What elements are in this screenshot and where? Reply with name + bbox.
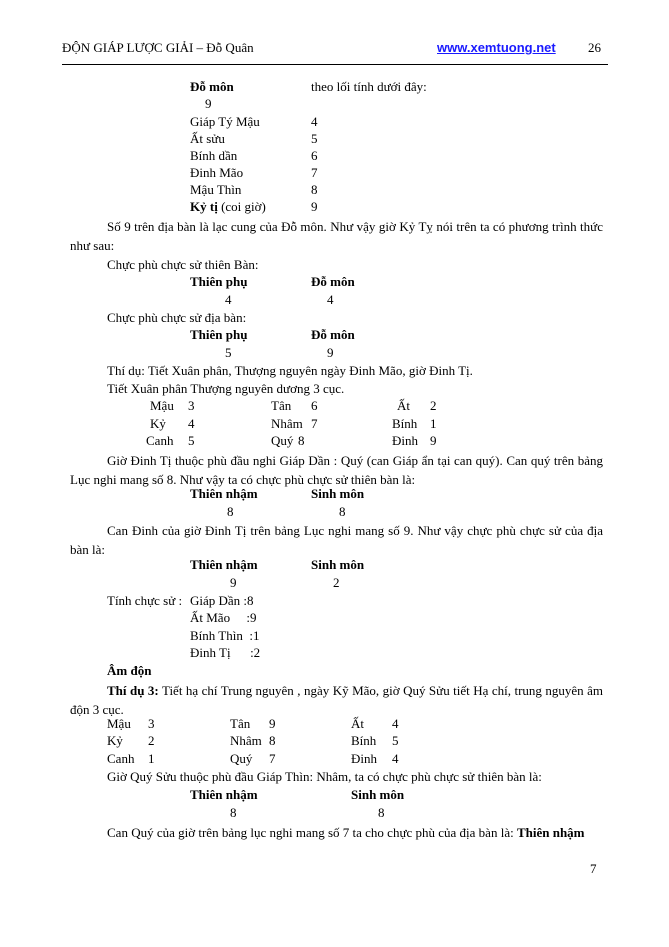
grid-cell: Quý — [271, 433, 294, 448]
header-rule — [62, 64, 608, 65]
list-item-num: 4 — [311, 114, 318, 129]
value: 9 — [230, 575, 237, 590]
grid-cell: Bính — [392, 416, 418, 431]
column-header: Thiên nhậm — [190, 486, 258, 501]
value: 4 — [225, 292, 232, 307]
list-item: Bính Thìn :1 — [190, 628, 260, 643]
grid-cell: Kỷ — [107, 733, 123, 748]
value: 4 — [327, 292, 334, 307]
paragraph: Số 9 trên địa bàn là lạc cung của Đỗ môn. Như vậy giờ Kỷ Tỵ nói trên ta có phương trình thức như sau: — [70, 219, 603, 253]
value: 8 — [227, 504, 234, 519]
grid-cell: 6 — [311, 398, 318, 413]
value: 5 — [225, 345, 232, 360]
section-label: Chực phù chực sử thiên Bàn: — [107, 257, 259, 272]
list-item-label: Giáp Tý Mậu — [190, 114, 260, 129]
value: 8 — [230, 805, 237, 820]
column-header: Sinh môn — [311, 557, 365, 572]
list-item-num: 5 — [311, 131, 318, 146]
grid-cell: Đinh — [351, 751, 377, 766]
value: 8 — [378, 805, 385, 820]
paragraph: Can Quý của giờ trên bảng lục nghi mang số 7 ta cho chực phù của địa bàn là: Thiên nhậm — [107, 825, 585, 840]
section-label: Chực phù chực sử địa bàn: — [107, 310, 247, 325]
paragraph-line: Giờ Quý Sửu thuộc phù đầu Giáp Thìn: Nhâm, ta có chực phù chực sử thiên bàn là: — [107, 769, 542, 784]
grid-cell: Tân — [230, 716, 251, 731]
list-item: Đinh Tị :2 — [190, 645, 261, 660]
website-link[interactable]: www.xemtuong.net — [437, 40, 556, 55]
paragraph: Can Đinh của giờ Đinh Tị trên bảng Lục nghi mang số 9. Như vậy chực phù chực sử của địa bàn là: — [70, 523, 603, 557]
column-header: Đỗ môn — [311, 327, 355, 342]
grid-cell: 4 — [188, 416, 195, 431]
example-line: Thí dụ: Tiết Xuân phân, Thượng nguyên ngày Đinh Mão, giờ Đinh Tị. — [107, 363, 473, 378]
grid-cell: 2 — [148, 733, 155, 748]
list-item-label: Bính dần — [190, 148, 238, 163]
grid-cell: 9 — [430, 433, 437, 448]
grid-cell: Tân — [271, 398, 292, 413]
list-item-num: 6 — [311, 148, 318, 163]
grid-cell: 8 — [298, 433, 305, 448]
grid-cell: Canh — [107, 751, 135, 766]
grid-cell: 1 — [148, 751, 155, 766]
column-header: Sinh môn — [311, 486, 365, 501]
ky-ti-label: Kỷ tị — [190, 199, 218, 214]
column-header: Đỗ môn — [311, 274, 355, 289]
paragraph: Thí dụ 3: Tiết hạ chí Trung nguyên , ngày Kỹ Mão, giờ Quý Sửu tiết Hạ chí, trung nguyên âm độn 3 cục. — [70, 683, 603, 717]
grid-cell: Mậu — [107, 716, 131, 731]
grid-cell: 1 — [430, 416, 437, 431]
do-mon-label: Đỗ môn — [190, 79, 234, 94]
page-number: 26 — [588, 40, 601, 55]
column-header: Sinh môn — [351, 787, 405, 802]
grid-cell: 4 — [392, 716, 399, 731]
list-item-label: Mậu Thìn — [190, 182, 242, 197]
grid-cell: 3 — [188, 398, 195, 413]
list-item-label: Đinh Mão — [190, 165, 244, 180]
example-line: Tiết Xuân phân Thượng nguyên dương 3 cục. — [107, 381, 345, 396]
grid-cell: Quý — [230, 751, 253, 766]
grid-cell: 3 — [148, 716, 155, 731]
grid-cell: Kỷ — [150, 416, 166, 431]
grid-cell: Bính — [351, 733, 377, 748]
grid-cell: 4 — [392, 751, 399, 766]
list-item-num: 8 — [311, 182, 318, 197]
list-item-num: 7 — [311, 165, 318, 180]
list-item-num: 9 — [311, 199, 318, 214]
column-header: Thiên phụ — [190, 274, 248, 289]
ky-ti-row — [190, 199, 266, 215]
grid-cell: Ất — [397, 398, 410, 413]
column-header: Thiên phụ — [190, 327, 248, 342]
grid-cell: Mậu — [150, 398, 174, 413]
grid-cell: 2 — [430, 398, 437, 413]
value: 8 — [339, 504, 346, 519]
section-heading: Âm độn — [107, 663, 152, 678]
grid-cell: 8 — [269, 733, 276, 748]
list-item-label: Ất sửu — [190, 131, 225, 146]
value: 2 — [333, 575, 340, 590]
document-title: ĐỘN GIÁP LƯỢC GIẢI – Đỗ Quân — [62, 40, 254, 55]
grid-cell: Ất — [351, 716, 364, 731]
grid-cell: 5 — [188, 433, 195, 448]
ky-ti-note: (coi giờ) — [217, 199, 266, 214]
grid-cell: 7 — [311, 416, 318, 431]
grid-cell: 9 — [269, 716, 276, 731]
list-item: Ất Mão :9 — [190, 610, 257, 625]
grid-cell: Đinh — [392, 433, 418, 448]
column-header: Thiên nhậm — [190, 557, 258, 572]
paragraph: Giờ Đinh Tị thuộc phù đầu nghi Giáp Dần : Quý (can Giáp ẩn tại can quý). Can quý trên bảng Lục nghi mang số 8. Như vậy ta có chực phù chực sử thiên bàn là: — [70, 453, 603, 487]
grid-cell: 7 — [269, 751, 276, 766]
column-header: Thiên nhậm — [190, 787, 258, 802]
grid-cell: Nhâm — [271, 416, 303, 431]
do-mon-number: 9 — [205, 96, 212, 111]
grid-cell: Canh — [146, 433, 174, 448]
list-item: Giáp Dần :8 — [190, 593, 254, 608]
value: 9 — [327, 345, 334, 360]
grid-cell: 5 — [392, 733, 399, 748]
do-mon-text: theo lối tính dưới đây: — [311, 79, 427, 94]
grid-cell: Nhâm — [230, 733, 262, 748]
section-label: Tính chực sử : — [107, 593, 183, 608]
footer-page-number: 7 — [590, 861, 597, 876]
